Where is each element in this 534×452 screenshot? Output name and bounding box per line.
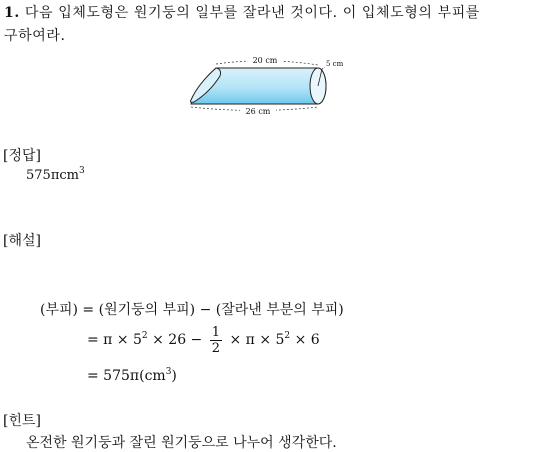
answer-number: 575π — [26, 168, 60, 183]
answer-value — [26, 168, 85, 183]
solution-line-2-end: × 6 — [290, 332, 320, 348]
hint-text: 온전한 원기둥과 잘린 원기둥으로 나누어 생각한다. — [26, 435, 337, 451]
solution-line-2-prefix: = π × 5 — [87, 332, 142, 348]
answer-unit: cm — [59, 168, 79, 183]
radius-label: 5 cm — [326, 60, 344, 68]
solution-line-3-end: ) — [171, 368, 177, 384]
solution-line-3 — [87, 368, 177, 384]
one-half-fraction — [210, 326, 222, 355]
fraction-denominator: 2 — [211, 340, 221, 356]
solution-line-2 — [87, 323, 320, 357]
question-number: 1. — [4, 5, 20, 21]
question-text-2: 구하여라. — [4, 28, 66, 44]
bottom-length-label: 26 cm — [245, 107, 271, 116]
cut-cylinder-figure — [186, 56, 356, 118]
solution-exp-1: 2 — [141, 331, 148, 341]
question-text-1: 다음 입체도형은 원기둥의 일부를 잘라낸 것이다. 이 입체도형의 부피를 — [24, 5, 480, 21]
solution-line-2-suffix: × π × 5 — [229, 332, 285, 348]
fraction-numerator: 1 — [211, 324, 221, 340]
answer-unit-exp: 3 — [78, 166, 85, 176]
question-line-1 — [4, 2, 480, 22]
top-length-label: 20 cm — [252, 56, 278, 65]
solution-header: [해설] — [3, 233, 41, 249]
hint-header: [힌트] — [3, 413, 41, 429]
solution-line-2-mid: × 26 − — [147, 332, 203, 348]
answer-header: [정답] — [3, 148, 41, 164]
solution-exp-2: 2 — [284, 331, 291, 341]
solution-line-3-exp: 3 — [165, 367, 172, 377]
solution-line-3-prefix: = 575π(cm — [87, 368, 166, 384]
solution-line-1: (부피) = (원기둥의 부피) − (잘라낸 부분의 부피) — [40, 302, 344, 318]
